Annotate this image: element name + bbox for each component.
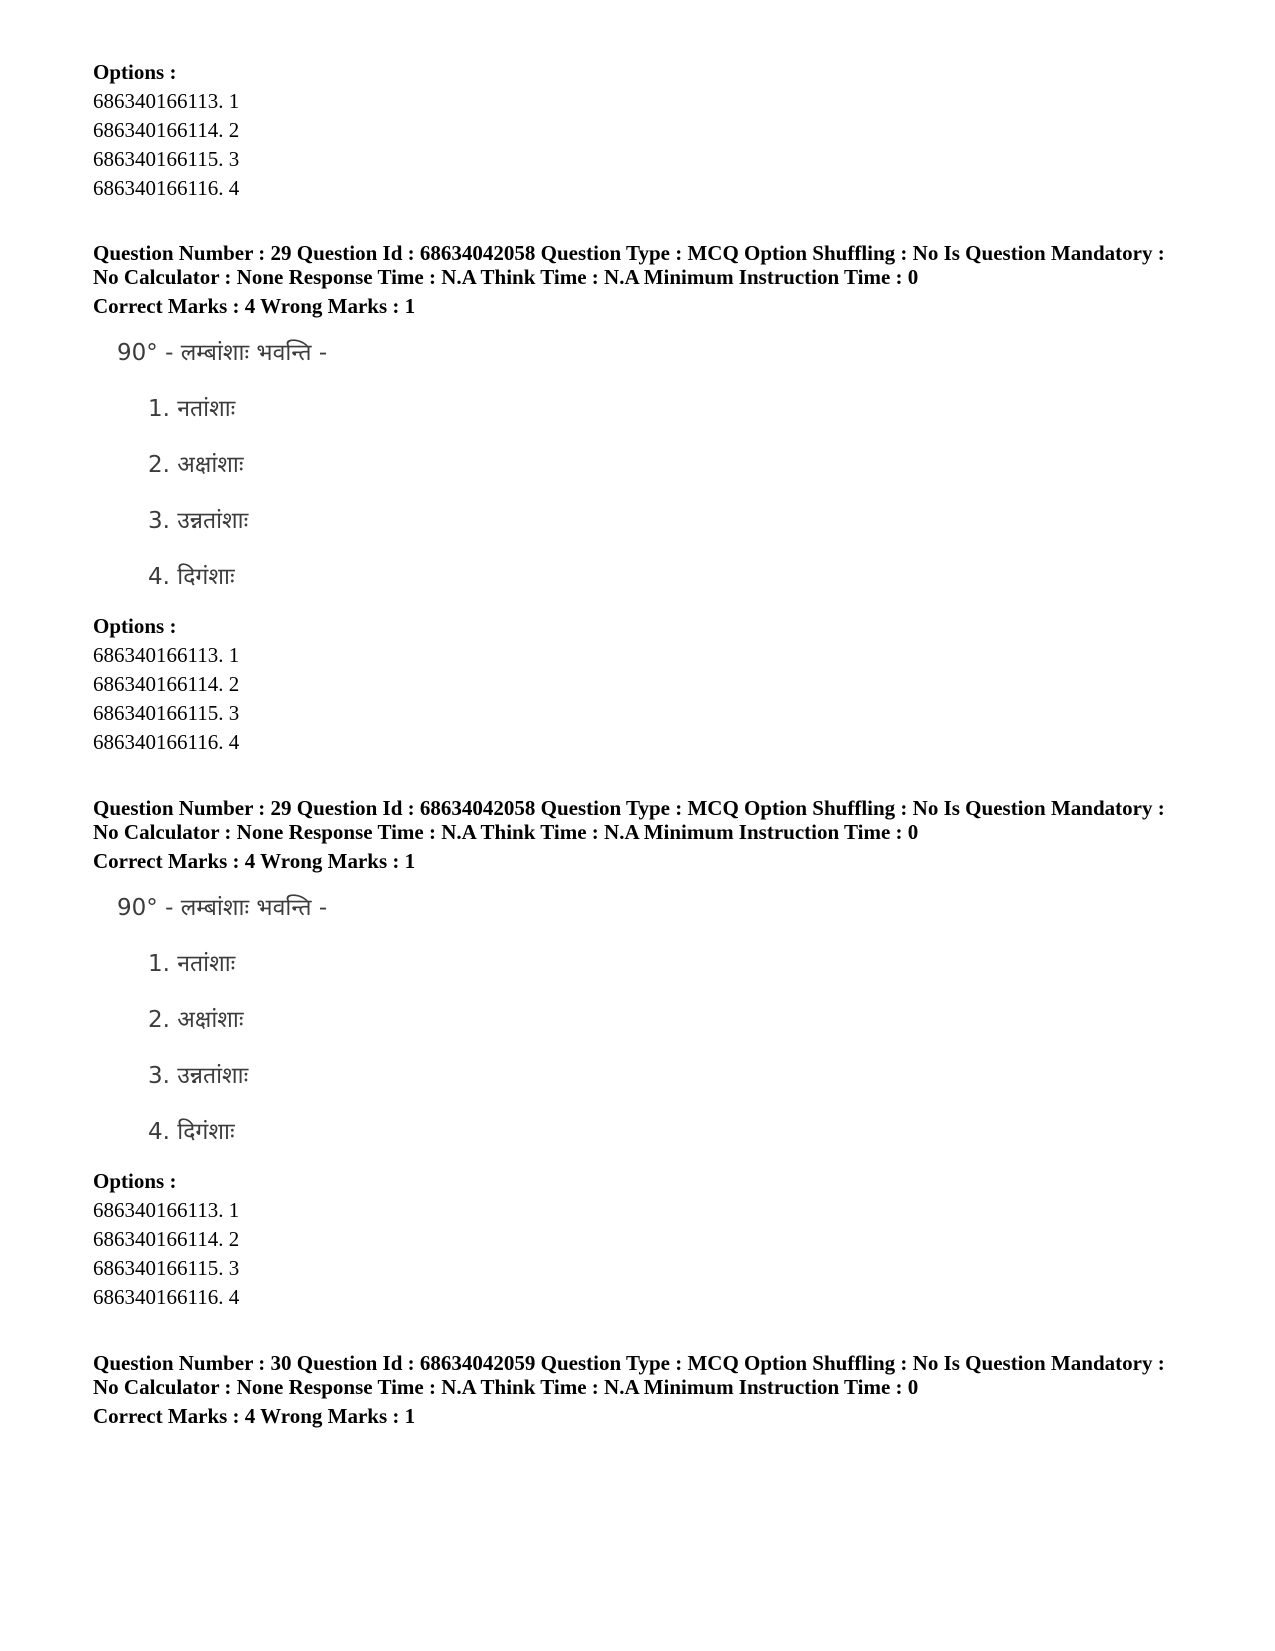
option-line: 686340166113. 1 bbox=[93, 89, 240, 113]
question-choice: 2. अक्षांशाः bbox=[148, 1007, 244, 1033]
question-stem: 90° - लम्बांशाः भवन्ति - bbox=[117, 895, 328, 921]
question-marks: Correct Marks : 4 Wrong Marks : 1 bbox=[93, 849, 416, 873]
option-line: 686340166114. 2 bbox=[93, 672, 240, 696]
option-line: 686340166114. 2 bbox=[93, 1227, 240, 1251]
options-block-top bbox=[93, 58, 1193, 203]
question-choice: 1. नतांशाः bbox=[148, 951, 236, 977]
options-label: Options : bbox=[93, 614, 177, 638]
question-header-line: Question Number : 30 Question Id : 68634042059 Question Type : MCQ Option Shuffling : No Is Question Mandatory : bbox=[93, 1351, 1165, 1375]
option-line: 686340166115. 3 bbox=[93, 147, 240, 171]
options-label: Options : bbox=[93, 1169, 177, 1193]
question-marks: Correct Marks : 4 Wrong Marks : 1 bbox=[93, 1404, 416, 1428]
question-choice: 3. उन्नतांशाः bbox=[148, 1063, 249, 1089]
option-line: 686340166116. 4 bbox=[93, 176, 240, 200]
question-header-line: No Calculator : None Response Time : N.A Think Time : N.A Minimum Instruction Time : 0 bbox=[93, 265, 919, 289]
question-image bbox=[93, 338, 693, 608]
question-stem: 90° - लम्बांशाः भवन्ति - bbox=[117, 340, 328, 366]
option-line: 686340166113. 1 bbox=[93, 1198, 240, 1222]
question-header-line: Question Number : 29 Question Id : 68634042058 Question Type : MCQ Option Shuffling : No Is Question Mandatory : bbox=[93, 241, 1165, 265]
options-block bbox=[93, 612, 1193, 757]
option-line: 686340166114. 2 bbox=[93, 118, 240, 142]
question-choice: 4. दिगंशाः bbox=[148, 1119, 235, 1145]
question-choice: 1. नतांशाः bbox=[148, 396, 236, 422]
question-header-block bbox=[93, 796, 1193, 873]
option-line: 686340166116. 4 bbox=[93, 1285, 240, 1309]
question-image bbox=[93, 893, 693, 1163]
option-line: 686340166116. 4 bbox=[93, 730, 240, 754]
question-header-block bbox=[93, 1351, 1193, 1428]
question-choice: 3. उन्नतांशाः bbox=[148, 508, 249, 534]
question-header-line: No Calculator : None Response Time : N.A Think Time : N.A Minimum Instruction Time : 0 bbox=[93, 820, 919, 844]
question-header-block bbox=[93, 241, 1193, 318]
options-block bbox=[93, 1167, 1193, 1312]
question-header-line: Question Number : 29 Question Id : 68634042058 Question Type : MCQ Option Shuffling : No Is Question Mandatory : bbox=[93, 796, 1165, 820]
question-choice: 4. दिगंशाः bbox=[148, 564, 235, 590]
question-marks: Correct Marks : 4 Wrong Marks : 1 bbox=[93, 294, 416, 318]
option-line: 686340166115. 3 bbox=[93, 701, 240, 725]
question-choice: 2. अक्षांशाः bbox=[148, 452, 244, 478]
option-line: 686340166115. 3 bbox=[93, 1256, 240, 1280]
options-label: Options : bbox=[93, 60, 177, 84]
option-line: 686340166113. 1 bbox=[93, 643, 240, 667]
question-header-line: No Calculator : None Response Time : N.A Think Time : N.A Minimum Instruction Time : 0 bbox=[93, 1375, 919, 1399]
